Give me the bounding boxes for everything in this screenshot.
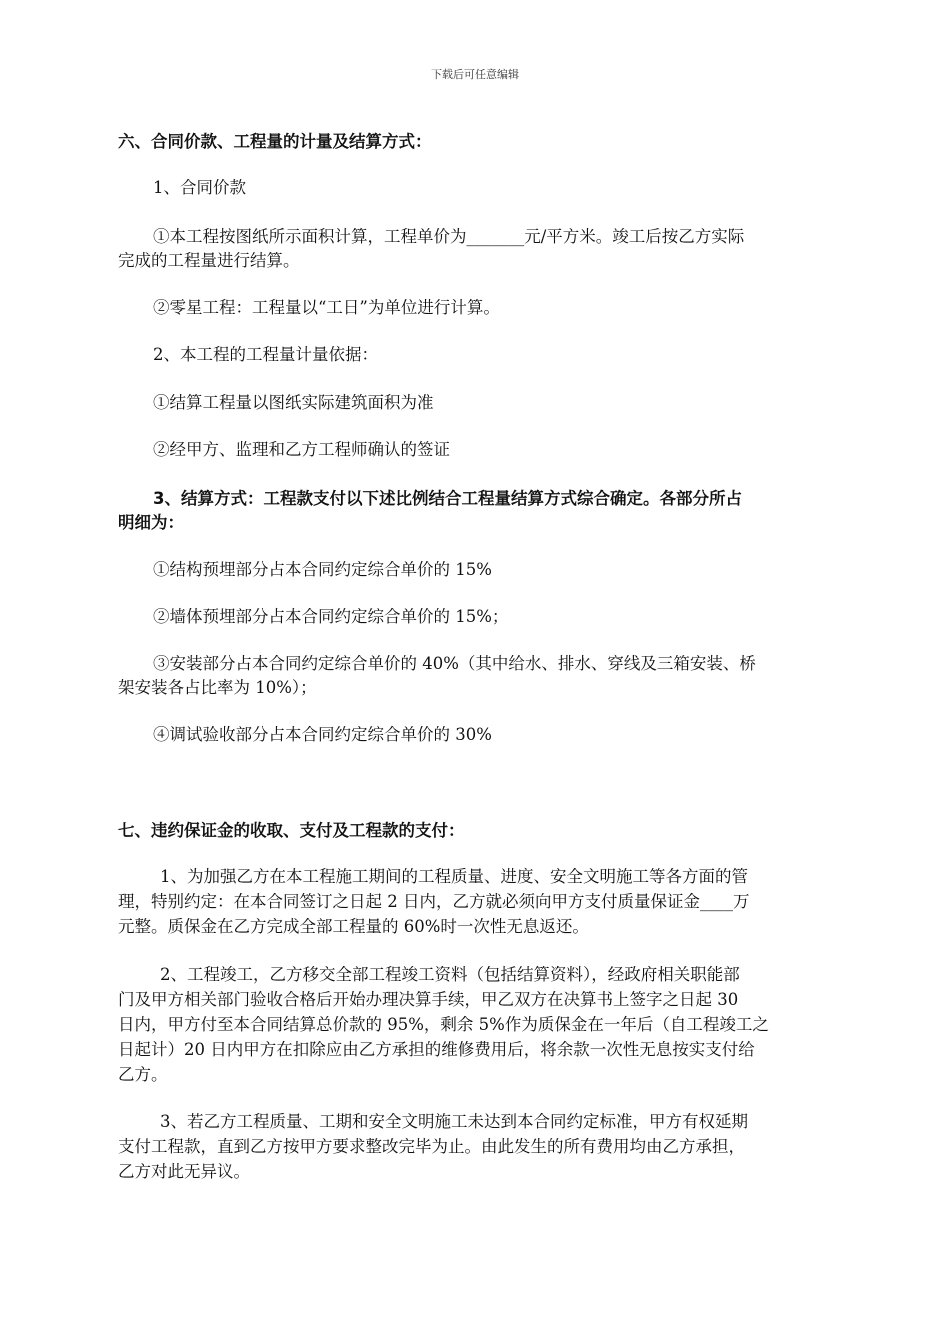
section-7-para-2-line-5: 乙方。 <box>118 1065 168 1084</box>
page-header: 下载后可任意编辑 <box>431 68 519 81</box>
section-7-para-2-line-3: 日内，甲方付至本合同结算总价款的 95%，剩余 5%作为质保金在一年后（自工程竣工之 <box>118 1015 769 1034</box>
item-3-para-1: ①结构预埋部分占本合同约定综合单价的 15% <box>153 560 492 579</box>
section-7-para-3-line-1: 3、若乙方工程质量、工期和安全文明施工未达到本合同约定标准，甲方有权延期 <box>160 1112 748 1131</box>
section-7-para-1-line-1: 1、为加强乙方在本工程施工期间的工程质量、进度、安全文明施工等各方面的管 <box>160 867 748 886</box>
section-6-heading: 六、合同价款、工程量的计量及结算方式： <box>118 132 432 151</box>
item-3-line-1: 3、结算方式：工程款支付以下述比例结合工程量结算方式综合确定。各部分所占 <box>153 489 742 508</box>
section-7-para-1-line-2: 理，特别约定：在本合同签订之日起 2 日内，乙方就必须向甲方支付质量保证金____万 <box>118 892 750 911</box>
section-7-para-1-line-3: 元整。质保金在乙方完成全部工程量的 60%时一次性无息返还。 <box>118 917 589 936</box>
item-3-para-3-line-2: 架安装各占比率为 10%）； <box>118 678 317 697</box>
section-7-para-2-line-1: 2、工程竣工，乙方移交全部工程竣工资料（包括结算资料），经政府相关职能部 <box>160 965 740 984</box>
item-3-para-4: ④调试验收部分占本合同约定综合单价的 30% <box>153 725 492 744</box>
item-2-title: 2、本工程的工程量计量依据： <box>153 345 378 364</box>
item-1-title: 1、合同价款 <box>153 178 246 197</box>
item-3-para-2: ②墙体预埋部分占本合同约定综合单价的 15%； <box>153 607 509 626</box>
item-1-para-1-line-1: ①本工程按图纸所示面积计算，工程单价为_______元/平方米。竣工后按乙方实际 <box>153 227 745 246</box>
section-7-para-2-line-2: 门及甲方相关部门验收合格后开始办理决算手续，甲乙双方在决算书上签字之日起 30 <box>118 990 739 1009</box>
item-2-para-2: ②经甲方、监理和乙方工程师确认的签证 <box>153 440 450 459</box>
section-7-para-3-line-3: 乙方对此无异议。 <box>118 1162 250 1181</box>
section-7-para-2-line-4: 日起计）20 日内甲方在扣除应由乙方承担的维修费用后，将余款一次性无息按实支付给 <box>118 1040 755 1059</box>
section-7-heading: 七、违约保证金的收取、支付及工程款的支付： <box>118 821 465 840</box>
item-2-para-1: ①结算工程量以图纸实际建筑面积为准 <box>153 393 434 412</box>
item-3-line-2: 明细为： <box>118 513 184 532</box>
item-1-para-1-line-2: 完成的工程量进行结算。 <box>118 251 300 270</box>
section-7-para-3-line-2: 支付工程款，直到乙方按甲方要求整改完毕为止。由此发生的所有费用均由乙方承担， <box>118 1137 745 1156</box>
item-3-para-3-line-1: ③安装部分占本合同约定综合单价的 40%（其中给水、排水、穿线及三箱安装、桥 <box>153 654 756 673</box>
item-1-para-2: ②零星工程：工程量以“工日”为单位进行计算。 <box>153 298 500 317</box>
